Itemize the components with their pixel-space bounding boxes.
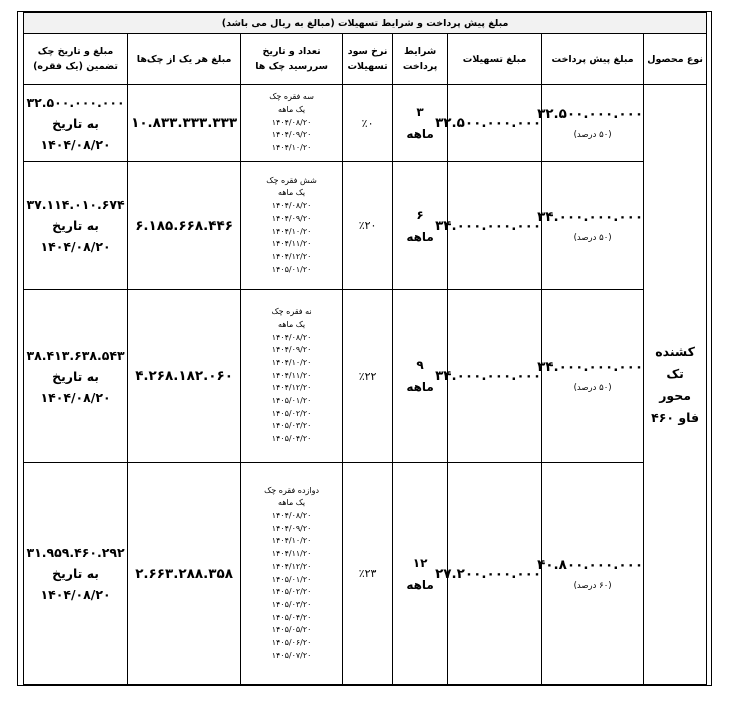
check-date: ۱۴۰۵/۰۳/۲۰ <box>271 599 312 609</box>
checks-count: سه فقره چک <box>269 92 314 102</box>
table-title: مبلغ پیش پرداخت و شرایط تسهیلات (مبالغ به ریال می باشد) <box>24 13 707 34</box>
check-date: ۱۴۰۴/۱۲/۲۰ <box>271 383 312 393</box>
prepayment-cell <box>537 290 644 463</box>
check-date: ۱۴۰۵/۰۱/۲۰ <box>271 396 312 406</box>
interest-rate: ٪۲۳ <box>343 463 393 685</box>
check-date: ۱۴۰۵/۰۶/۲۰ <box>271 638 312 648</box>
conditions-months: ۶ <box>416 207 424 222</box>
prepayment-amount: ۴۰.۸۰۰.۰۰۰.۰۰۰ <box>537 556 644 573</box>
checks-count: نه فقره چک <box>271 307 312 317</box>
guarantee-label: به تاریخ <box>52 368 99 384</box>
check-date: ۱۴۰۴/۰۹/۲۰ <box>271 130 312 140</box>
check-date: ۱۴۰۵/۰۲/۲۰ <box>271 587 312 597</box>
check-date: ۱۴۰۵/۰۲/۲۰ <box>271 408 312 418</box>
guarantee-date: ۱۴۰۴/۰۸/۲۰ <box>40 587 111 602</box>
check-date: ۱۴۰۴/۱۰/۲۰ <box>271 357 312 367</box>
interest-rate: ٪۲۲ <box>343 290 393 463</box>
guarantee-label: به تاریخ <box>52 218 99 233</box>
check-date: ۱۴۰۴/۰۸/۲۰ <box>271 510 312 520</box>
guarantee-date: ۱۴۰۴/۰۸/۲۰ <box>40 389 111 405</box>
guarantee-amount: ۳۲.۵۰۰.۰۰۰.۰۰۰ <box>26 94 125 110</box>
prepayment-cell <box>537 463 644 685</box>
installment-table <box>23 12 707 685</box>
conditions-months: ۱۲ <box>412 555 428 570</box>
prepayment-percent: (۶۰ درصد) <box>573 580 612 591</box>
prepayment-percent: (۵۰ درصد) <box>573 130 612 140</box>
check-date: ۱۴۰۵/۰۱/۲۰ <box>271 264 312 274</box>
guarantee-cell <box>24 290 128 463</box>
guarantee-amount: ۳۷.۱۱۴.۰۱۰.۶۷۴ <box>26 197 125 212</box>
check-amount: ۲.۶۶۳.۲۸۸.۳۵۸ <box>128 463 241 685</box>
header-prepayment: مبلغ پیش پرداخت <box>542 34 644 85</box>
guarantee-date: ۱۴۰۴/۰۸/۲۰ <box>40 239 111 254</box>
table-row <box>24 85 707 162</box>
header-check-amount: مبلغ هر یک از چک‌ها <box>128 34 241 85</box>
document-frame <box>17 11 712 686</box>
guarantee-date: ۱۴۰۴/۰۸/۲۰ <box>40 136 111 152</box>
conditions-months: ۹ <box>416 358 424 372</box>
checks-interval: یک ماهه <box>278 319 306 329</box>
check-dates-cell <box>241 162 343 290</box>
interest-rate: ٪۰ <box>343 85 393 162</box>
header-checks: تعداد و تاریخ سررسید چک ها <box>241 34 343 85</box>
product-name: کشنده تک محور فاو ۴۶۰ <box>644 85 707 685</box>
check-amount: ۱۰.۸۳۳.۳۳۳.۳۳۳ <box>128 85 241 162</box>
conditions-months: ۳ <box>416 105 424 119</box>
guarantee-cell <box>24 85 128 162</box>
guarantee-label: به تاریخ <box>52 115 99 131</box>
prepayment-amount: ۳۴.۰۰۰.۰۰۰.۰۰۰ <box>537 359 644 375</box>
conditions-unit: ماهه <box>406 229 434 244</box>
title-row <box>24 13 707 34</box>
facility-amount: ۳۲.۵۰۰.۰۰۰.۰۰۰ <box>448 85 542 162</box>
check-date: ۱۴۰۴/۱۰/۲۰ <box>271 536 312 546</box>
check-date: ۱۴۰۴/۱۱/۲۰ <box>271 549 312 559</box>
check-date: ۱۴۰۴/۰۸/۲۰ <box>271 117 312 127</box>
table-row <box>24 463 707 685</box>
header-conditions: شرایط پرداخت <box>393 34 448 85</box>
conditions-unit: ماهه <box>406 380 434 394</box>
header-rate: نرخ سود تسهیلات <box>343 34 393 85</box>
interest-rate: ٪۲۰ <box>343 162 393 290</box>
checks-count: شش فقره چک <box>266 175 317 185</box>
checks-interval: یک ماهه <box>278 498 306 508</box>
check-amount: ۴.۲۶۸.۱۸۲.۰۶۰ <box>128 290 241 463</box>
guarantee-label: به تاریخ <box>52 566 99 581</box>
checks-interval: یک ماهه <box>278 188 306 198</box>
facility-amount: ۲۷.۲۰۰.۰۰۰.۰۰۰ <box>448 463 542 685</box>
table-row <box>24 162 707 290</box>
check-dates-cell <box>241 85 343 162</box>
table-row <box>24 290 707 463</box>
prepayment-amount: ۳۲.۵۰۰.۰۰۰.۰۰۰ <box>537 106 644 122</box>
check-date: ۱۴۰۴/۰۸/۲۰ <box>271 332 312 342</box>
prepayment-amount: ۳۴.۰۰۰.۰۰۰.۰۰۰ <box>537 208 644 225</box>
prepayment-cell <box>537 85 644 162</box>
check-date: ۱۴۰۴/۰۹/۲۰ <box>271 523 312 533</box>
check-date: ۱۴۰۵/۰۴/۲۰ <box>271 434 312 444</box>
check-date: ۱۴۰۴/۱۰/۲۰ <box>271 143 312 153</box>
check-date: ۱۴۰۵/۰۱/۲۰ <box>271 574 312 584</box>
check-date: ۱۴۰۵/۰۷/۲۰ <box>271 650 312 660</box>
guarantee-cell <box>24 463 128 685</box>
check-date: ۱۴۰۵/۰۴/۲۰ <box>271 612 312 622</box>
check-date: ۱۴۰۵/۰۵/۲۰ <box>271 625 312 635</box>
header-row <box>24 34 707 85</box>
guarantee-cell <box>24 162 128 290</box>
check-date: ۱۴۰۵/۰۳/۲۰ <box>271 421 312 431</box>
check-date: ۱۴۰۴/۱۱/۲۰ <box>271 239 312 249</box>
checks-interval: یک ماهه <box>278 104 306 114</box>
facility-amount: ۳۴.۰۰۰.۰۰۰.۰۰۰ <box>448 290 542 463</box>
prepayment-percent: (۵۰ درصد) <box>573 232 612 243</box>
check-amount: ۶.۱۸۵.۶۶۸.۴۴۶ <box>128 162 241 290</box>
conditions-unit: ماهه <box>406 127 434 141</box>
check-date: ۱۴۰۴/۱۲/۲۰ <box>271 251 312 261</box>
check-date: ۱۴۰۴/۱۱/۲۰ <box>271 370 312 380</box>
guarantee-amount: ۳۸.۴۱۳.۶۳۸.۵۴۳ <box>26 347 125 363</box>
check-date: ۱۴۰۴/۱۲/۲۰ <box>271 561 312 571</box>
checks-count: دوازده فقره چک <box>264 485 320 495</box>
check-date: ۱۴۰۴/۱۰/۲۰ <box>271 226 312 236</box>
check-dates-cell <box>241 463 343 685</box>
facility-amount: ۳۴.۰۰۰.۰۰۰.۰۰۰ <box>448 162 542 290</box>
check-dates-cell <box>241 290 343 463</box>
header-facility: مبلغ تسهیلات <box>448 34 542 85</box>
prepayment-percent: (۵۰ درصد) <box>573 383 612 393</box>
header-guarantee: مبلغ و تاریخ چک تضمین (یک فقره) <box>24 34 128 85</box>
check-date: ۱۴۰۴/۰۹/۲۰ <box>271 345 312 355</box>
check-date: ۱۴۰۴/۰۸/۲۰ <box>271 201 312 211</box>
header-product: نوع محصول <box>644 34 707 85</box>
conditions-unit: ماهه <box>406 577 434 592</box>
guarantee-amount: ۳۱.۹۵۹.۴۶۰.۲۹۲ <box>26 545 125 560</box>
prepayment-cell <box>537 162 644 290</box>
check-date: ۱۴۰۴/۰۹/۲۰ <box>271 213 312 223</box>
